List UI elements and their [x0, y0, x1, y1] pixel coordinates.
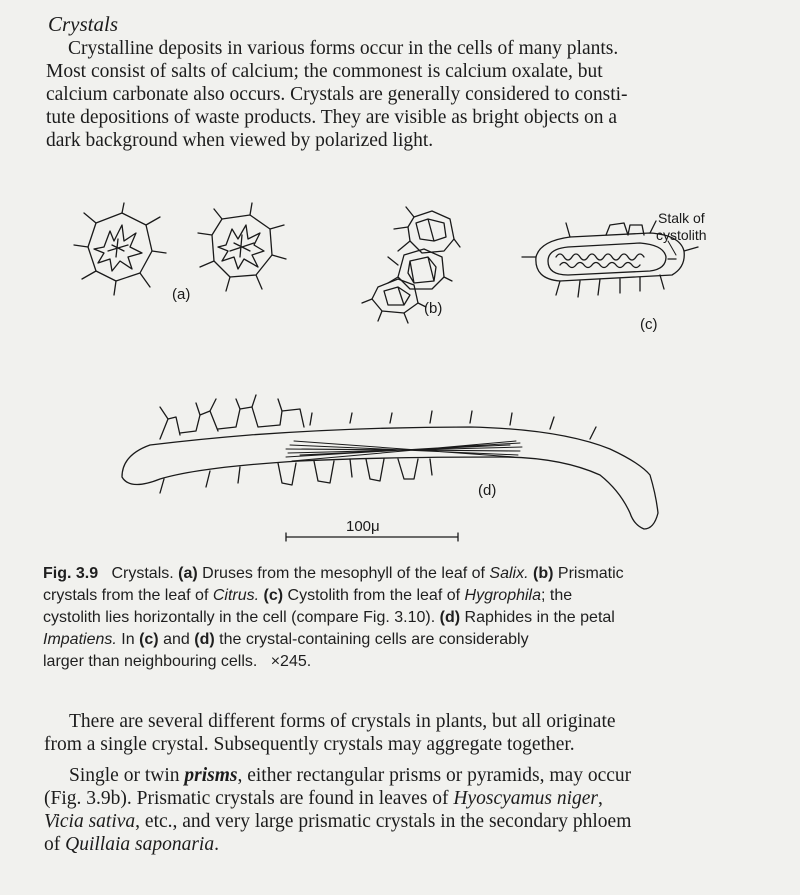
- body-paragraph-2: [44, 764, 631, 856]
- figure-label-d: (d): [478, 482, 497, 499]
- text-line: Most consist of salts of calcium; the commonest is calcium oxalate, but: [46, 61, 603, 82]
- stalk-label-line-2: cystolith: [656, 227, 707, 243]
- caption-line: Impatiens. In (c) and (d) the crystal-containing cells are considerably: [43, 631, 529, 648]
- prismatic-crystal-cells: [362, 207, 460, 323]
- text-line: calcium carbonate also occurs. Crystals are generally considered to consti-: [46, 84, 628, 105]
- caption-line: larger than neighbouring cells. ×245.: [43, 653, 312, 670]
- druse-cell-2: [198, 203, 286, 291]
- caption-line: Fig. 3.9 Crystals. (a) Druses from the mesophyll of the leaf of Salix. (b) Prismatic: [43, 565, 624, 582]
- figure-label-b: (b): [424, 300, 443, 317]
- text-line: Single or twin prisms, either rectangular prisms or pyramids, may occur: [69, 765, 632, 786]
- druse-cell-1: [74, 203, 166, 295]
- text-line: There are several different forms of crystals in plants, but all originate: [69, 711, 616, 732]
- stalk-label-line-1: Stalk of: [658, 210, 705, 226]
- figure-label-a: (a): [172, 286, 191, 303]
- text-line: from a single crystal. Subsequently crystals may aggregate together.: [44, 734, 575, 755]
- section-heading: Crystals: [48, 12, 119, 36]
- text-line: (Fig. 3.9b). Prismatic crystals are found in leaves of Hyoscyamus niger,: [44, 788, 603, 809]
- crystals-figure: [0, 195, 800, 555]
- caption-line: cystolith lies horizontally in the cell (compare Fig. 3.10). (d) Raphides in the petal: [43, 609, 615, 626]
- text-line: tute depositions of waste products. They are visible as bright objects on a: [46, 107, 617, 128]
- figure-caption: [43, 563, 624, 673]
- text-line: of Quillaia saponaria.: [44, 834, 219, 855]
- text-line: Vicia sativa, etc., and very large prismatic crystals in the secondary phloem: [44, 811, 632, 832]
- text-line: Crystalline deposits in various forms occur in the cells of many plants.: [68, 38, 619, 59]
- figure-label-c: (c): [640, 316, 658, 333]
- raphide-cell: [122, 395, 658, 529]
- body-paragraph-1: [44, 710, 616, 756]
- text-line: dark background when viewed by polarized light.: [46, 130, 434, 151]
- intro-paragraph: [46, 37, 628, 152]
- caption-line: crystals from the leaf of Citrus. (c) Cystolith from the leaf of Hygrophila; the: [43, 587, 573, 604]
- scale-label: 100μ: [346, 518, 380, 535]
